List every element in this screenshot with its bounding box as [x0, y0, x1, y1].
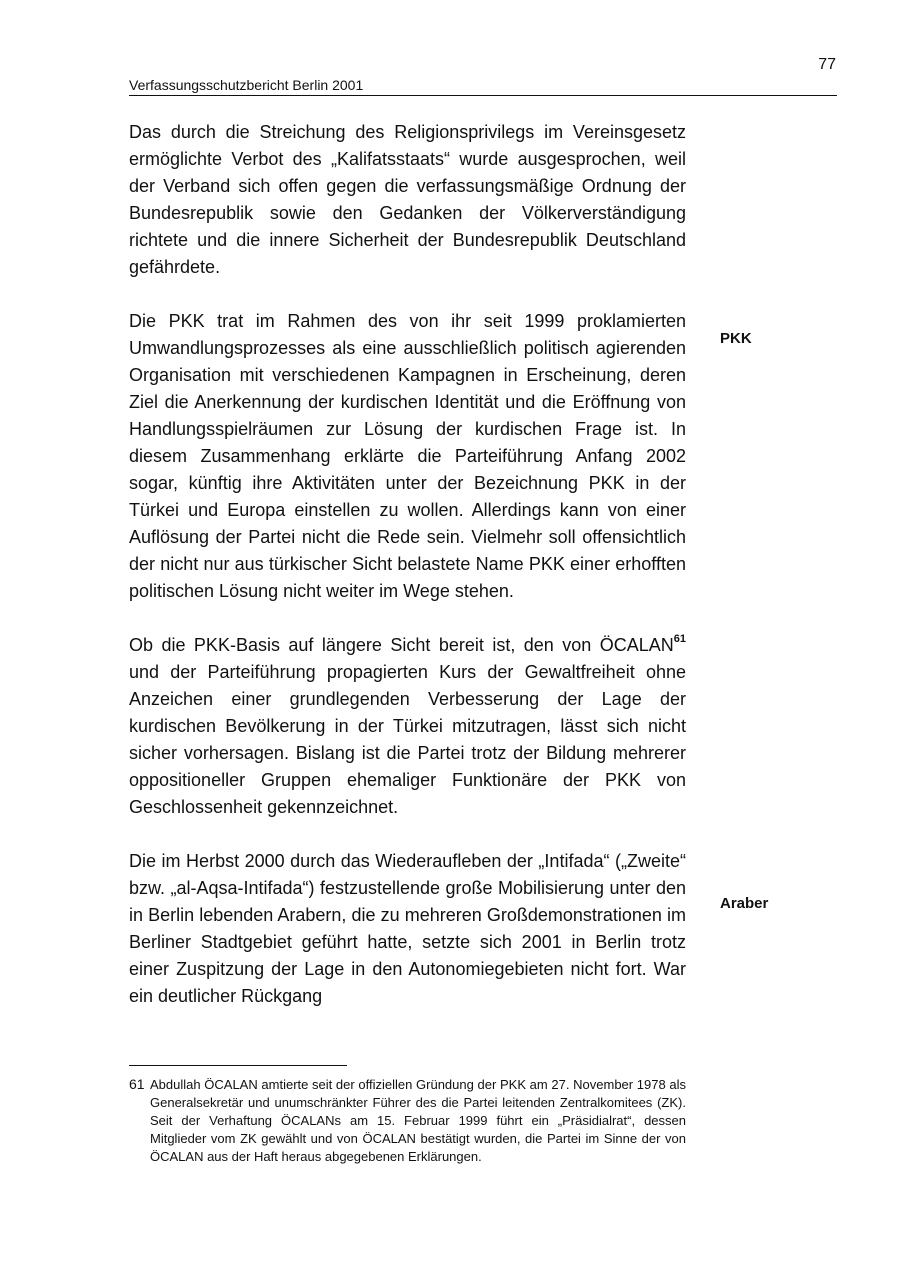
paragraph-kalifatsstaat: Das durch die Streichung des Religionsprivilegs im Vereinsgesetz ermöglichte Verbot des „Kalifatsstaats“ wurde ausgesprochen, weil der Verband sich offen gegen die verfassungsmäßige Ordnung der Bundesrepublik sowie den Gedanken der Völkerverständigung richtete und die innere Sicherheit der Bundesrepublik Deutschland gefährdete. — [129, 122, 686, 277]
footnote-divider — [129, 1065, 347, 1066]
margin-note-pkk: PKK — [720, 330, 752, 347]
paragraph-pkk: Die PKK trat im Rahmen des von ihr seit 1999 proklamierten Umwandlungsprozesses als eine ausschließlich politisch agierenden Organisation mit verschiedenen Kampagnen in Erscheinung, deren Ziel die Anerkennung der kurdischen Identität und die Eröffnung von Handlungsspielräumen zur Lösung der kurdischen Frage ist. In diesem Zusammenhang erklärte die Parteiführung Anfang 2002 sogar, künftig ihre Aktivitäten unter der Bezeichnung PKK in der Türkei und Europa einstellen zu wollen. Allerdings kann von einer Auflösung der Partei nicht die Rede sein. Vielmehr soll offensichtlich der nicht nur aus türkischer Sicht belastete Name PKK einer erhofften politischen Lösung nicht weiter im Wege stehen. — [129, 311, 686, 601]
paragraph-text-before-ref: Ob die PKK-Basis auf längere Sicht bereit ist, den von ÖCALAN — [129, 635, 674, 655]
paragraph-pkk-basis — [129, 632, 686, 821]
page-number: 77 — [818, 56, 836, 73]
header-divider — [129, 95, 837, 96]
footnote-number: 61 — [129, 1076, 145, 1092]
footnote — [129, 1076, 686, 1166]
footnote-reference[interactable]: 61 — [673, 633, 686, 645]
body-text — [129, 119, 686, 1037]
margin-note-araber: Araber — [720, 895, 769, 912]
paragraph-text-after-ref: und der Parteiführung propagierten Kurs der Gewaltfreiheit ohne Anzeichen einer grundlegenden Verbesserung der Lage der kurdischen Bevölkerung in der Türkei mitzutragen, lässt sich nicht sicher vorhersagen. Bislang ist die Partei trotz der Bildung mehrerer oppositioneller Gruppen ehemaliger Funktionäre der PKK von Geschlossenheit gekennzeichnet. — [129, 662, 686, 817]
paragraph-araber: Die im Herbst 2000 durch das Wiederaufleben der „Intifada“ („Zweite“ bzw. „al-Aqsa-Intifada“) festzustellende große Mobilisierung unter den in Berlin lebenden Arabern, die zu mehreren Großdemonstrationen im Berliner Stadtgebiet geführt hatte, setzte sich 2001 in Berlin trotz einer Zuspitzung der Lage in den Autonomiegebieten nicht fort. War ein deutlicher Rückgang — [129, 851, 686, 1006]
footnote-text: Abdullah ÖCALAN amtierte seit der offiziellen Gründung der PKK am 27. November 1978 als Generalsekretär und unumschränkter Führer des die Partei leitenden Zentralkomitees (ZK). Seit der Verhaftung ÖCALANs am 15. Februar 1999 führt ein „Präsidialrat“, dessen Mitglieder vom ZK gewählt und von ÖCALAN bestätigt wurden, die Partei im Sinne der von ÖCALAN aus der Haft heraus abgegebenen Erklärungen. — [150, 1077, 686, 1164]
running-header: Verfassungsschutzbericht Berlin 2001 — [129, 77, 364, 93]
